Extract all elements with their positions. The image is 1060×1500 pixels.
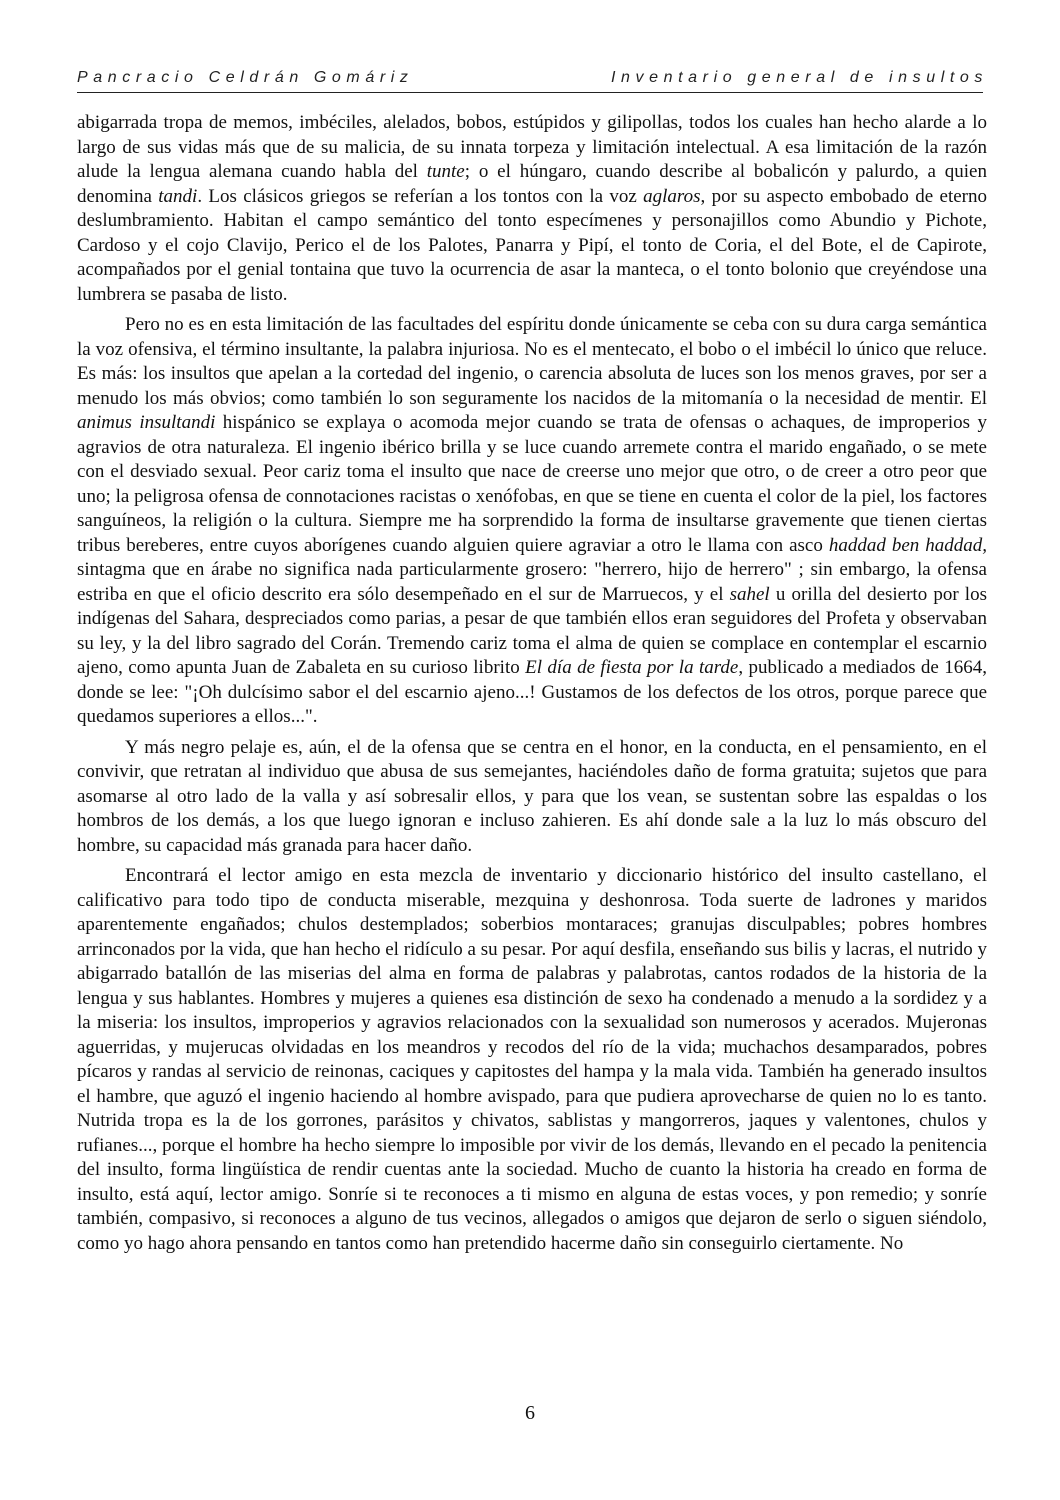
text-run: abigarrada tropa de memos, imbéciles, alelados, bobos, estúpidos y gilipollas, todos los cuales han hecho alarde a lo largo de sus vidas más que de su malicia, de su innata torpeza y limitación intelectual. A esa limitación de la razón alude la lengua alemana cuando habla del xyxy=(77,112,987,182)
text-run: , por su aspecto embobado de eterno deslumbramiento. Habitan el campo semántico del tonto especímenes y personajillos como Abundio y Pichote, Cardoso y el cojo Clavijo, Perico el de los Palotes, Panarra y Pipí, el tonto de Coria, el del Bote, el de Capirote, acompañados por el genial tontaina que tuvo la ocurrencia de asar la manteca, o el tonto bolonio que creyéndose una lumbrera se pasaba de listo. xyxy=(77,185,987,305)
paragraph xyxy=(77,313,987,730)
header-author: Pancracio Celdrán Gomáriz xyxy=(77,69,414,86)
text-run: , publicado a mediados de 1664, donde se lee: "¡Oh dulcísimo sabor el del escarnio ajeno...! Gustamos de los defectos de los otros, porque parece que quedamos superiores a ellos...". xyxy=(77,657,987,727)
body-text xyxy=(77,111,987,1262)
italic-term: El día de fiesta por la tarde xyxy=(525,657,739,678)
text-run: Y más negro pelaje es, aún, el de la ofensa que se centra en el honor, en la conducta, en el pensamiento, en el convivir, que retratan al individuo que abusa de sus semejantes, haciéndoles daño de forma gratuita; sujetos que para asomarse al otro lado de la valla y así sobresalir ellos, y para que los vean, se sustentan sobre las espaldas o los hombros de los demás, a los que luego ignoran e incluso zahieren. Es ahí donde sale a la luz lo más obscuro del hombre, su capacidad más granada para hacer daño. xyxy=(77,736,987,856)
header-book-title: Inventario general de insultos xyxy=(610,69,988,86)
text-run: ; o el húngaro, cuando describe al bobalicón y palurdo, a quien denomina xyxy=(77,161,987,207)
italic-term: animus insultandi xyxy=(77,412,216,433)
running-header xyxy=(77,66,988,93)
paragraph xyxy=(77,111,987,307)
page-number: 6 xyxy=(525,1402,535,1424)
paragraph xyxy=(77,736,987,859)
italic-term: tunte xyxy=(426,161,465,182)
text-run: Pero no es en esta limitación de las facultades del espíritu donde únicamente se ceba con su dura carga semántica la voz ofensiva, el término insultante, la palabra injuriosa. No es el mentecato, el bobo o el imbécil lo único que reluce. Es más: los insultos que apelan a la cortedad del ingenio, o carencia absoluta de luces son los menos graves, por ser a menudo los más obvios; como también lo son seguramente los nacidos de la mitomanía o la necesidad de mentir. El xyxy=(77,314,987,409)
text-run: u orilla del desierto por los indígenas del Sahara, despreciados como parias, a pesar de que también ellos eran seguidores del Profeta y observaban su ley, y la del libro sagrado del Corán. Tremendo cariz toma el alma de quien se complace en contemplar el escarnio ajeno, como apunta Juan de Zabaleta en su curioso librito xyxy=(77,583,987,678)
italic-term: sahel xyxy=(729,583,770,605)
italic-term: aglaros xyxy=(643,185,701,207)
text-run: Encontrará el lector amigo en esta mezcla de inventario y diccionario histórico del insulto castellano, el calificativo para todo tipo de conducta miserable, mezquina y deshonrosa. Toda suerte de ladrones y maridos aparentemente engañados; chulos destemplados; soberbios montaraces; granujas disculpables; pobres hombres arrinconados por la vida, que han hecho el ridículo a su pesar. Por aquí desfila, enseñando sus bilis y lacras, el nutrido y abigarrado batallón de las miserias del alma en forma de palabras y palabrotas, cantos rodados de la historia de la lengua y sus hablantes. Hombres y mujeres a quienes esa distinción de sexo ha condenado a menudo a la sordidez y a la miseria: los insultos, improperios y agravios relacionados con la sexualidad son numerosos y acerados. Mujeronas aguerridas, y mujerucas olvidadas en los meandros y recodos del río de la vida; muchachos desamparados, pobres pícaros y randas al servicio de reinonas, caciques y capitostes del hampa y la mala vida. También ha generado insultos el hambre, que aguzó el ingenio haciendo al hombre avispado, para que pudiera aprovecharse de quien no lo es tanto. Nutrida tropa es la de los gorrones, parásitos y chivatos, sablistas y mangorreros, jaques y valentones, chulos y rufianes..., porque el hombre ha hecho siempre lo imposible por vivir de los demás, llevando en el pecado la penitencia del insulto, forma lingüística de rendir cuentas ante la sociedad. Mucho de cuanto la historia ha creado en forma de insulto, está aquí, lector amigo. Sonríe si te reconoces a ti mismo en alguna de estas voces, y pon remedio; y sonríe también, compasivo, si reconoces a alguno de tus vecinos, allegados o amigos que dejaron de serlo o siguen siéndolo, como yo hago ahora pensando en tantos como han pretendido hacerme daño sin conseguirlo ciertamente. No xyxy=(77,865,987,1254)
paragraph xyxy=(77,864,987,1256)
text-run: hispánico se explaya o acomoda mejor cuando se trata de ofensas o achaques, de improperios y agravios de otra naturaleza. El ingenio ibérico brilla y se luce cuando arremete contra el marido engañado, o se mete con el desviado sexual. Peor cariz toma el insulto que nace de creerse uno mejor que otro, o de creer a otro peor que uno; la peligrosa ofensa de connotaciones racistas o xenófobas, en que se tiene en cuenta el color de la piel, los factores sanguíneos, la religión o la cultura. Siempre me ha sorprendido la forma de insultarse gravemente que tienen ciertas tribus bereberes, entre cuyos aborígenes cuando alguien quiere agraviar a otro le llama con asco xyxy=(77,412,987,556)
text-run: sintagma que en árabe no significa nada particularmente grosero: "herrero, hijo de herrero" ; sin embargo, la ofensa estriba en que el oficio descrito era sólo desempeñado en el sur de Marruecos, y el xyxy=(77,559,987,605)
italic-term: haddad ben haddad, xyxy=(828,534,987,556)
italic-term: tandi xyxy=(158,185,198,207)
text-run: . Los clásicos griegos se referían a los tontos con la voz xyxy=(197,185,644,207)
